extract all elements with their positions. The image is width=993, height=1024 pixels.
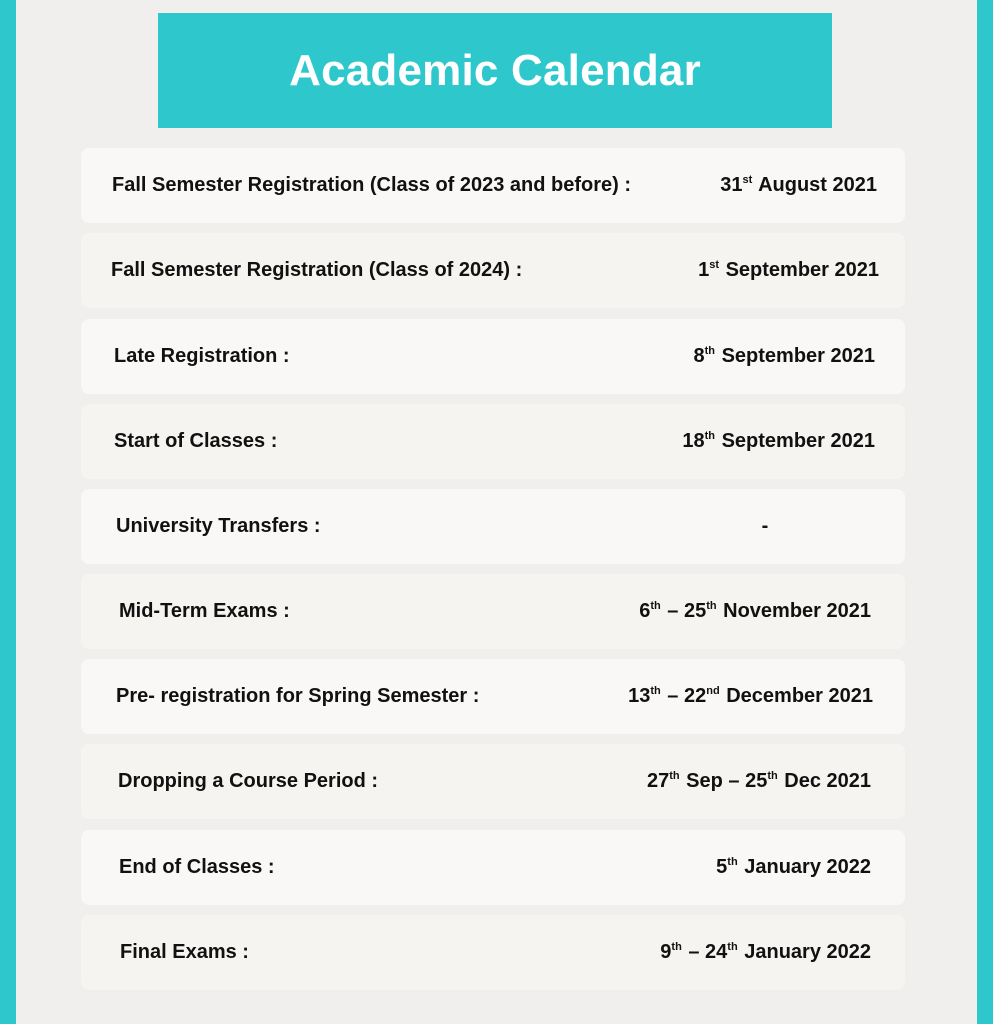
- calendar-row-late-registration: [81, 319, 905, 394]
- ordinal-suffix: th: [706, 600, 717, 613]
- calendar-row-pre-registration: [81, 659, 905, 734]
- event-label: Fall Semester Registration (Class of 2024) :: [111, 259, 523, 281]
- calendar-row-dropping-course: [81, 744, 905, 819]
- ordinal-suffix: st: [742, 174, 753, 187]
- ordinal-suffix: th: [650, 685, 661, 698]
- ordinal-suffix: th: [671, 941, 682, 954]
- event-date: 18th September 2021: [682, 430, 875, 452]
- ordinal-suffix: th: [650, 600, 661, 613]
- event-label: Final Exams :: [120, 941, 249, 963]
- calendar-row-fall-registration-2024: [81, 233, 905, 308]
- ordinal-suffix: th: [704, 345, 716, 358]
- event-date: 9th – 24th January 2022: [660, 941, 871, 963]
- event-label: Start of Classes :: [114, 430, 278, 452]
- ordinal-suffix: st: [709, 259, 720, 272]
- event-label: Fall Semester Registration (Class of 2023 and before) :: [112, 174, 632, 196]
- event-label: End of Classes :: [119, 856, 275, 878]
- event-label: Late Registration :: [114, 345, 290, 367]
- calendar-row-end-of-classes: [81, 830, 905, 905]
- event-date: 8th September 2021: [693, 345, 875, 367]
- event-date: 6th – 25th November 2021: [639, 600, 871, 622]
- calendar-row-final-exams: [81, 915, 905, 990]
- ordinal-suffix: th: [704, 430, 716, 443]
- calendar-row-university-transfers: [81, 489, 905, 564]
- event-label: Mid-Term Exams :: [119, 600, 290, 622]
- title-banner: [158, 13, 832, 128]
- ordinal-suffix: th: [727, 941, 738, 954]
- event-label: Dropping a Course Period :: [118, 770, 379, 792]
- event-date: 31st August 2021: [720, 174, 877, 196]
- event-date: 13th – 22nd December 2021: [628, 685, 873, 707]
- right-accent-bar: [977, 0, 993, 1024]
- calendar-row-mid-term-exams: [81, 574, 905, 649]
- calendar-row-start-of-classes: [81, 404, 905, 479]
- event-date: 5th January 2022: [716, 856, 871, 878]
- ordinal-suffix: nd: [706, 685, 720, 698]
- event-date: -: [761, 515, 769, 537]
- page-title: Academic Calendar: [289, 45, 701, 95]
- left-accent-bar: [0, 0, 16, 1024]
- ordinal-suffix: th: [727, 856, 738, 869]
- event-label: University Transfers :: [116, 515, 321, 537]
- calendar-row-fall-registration-2023: [81, 148, 905, 223]
- ordinal-suffix: th: [767, 770, 778, 783]
- ordinal-suffix: th: [669, 770, 680, 783]
- event-date: 1st September 2021: [698, 259, 879, 281]
- event-date: 27th Sep – 25th Dec 2021: [646, 770, 871, 792]
- event-label: Pre- registration for Spring Semester :: [116, 685, 480, 707]
